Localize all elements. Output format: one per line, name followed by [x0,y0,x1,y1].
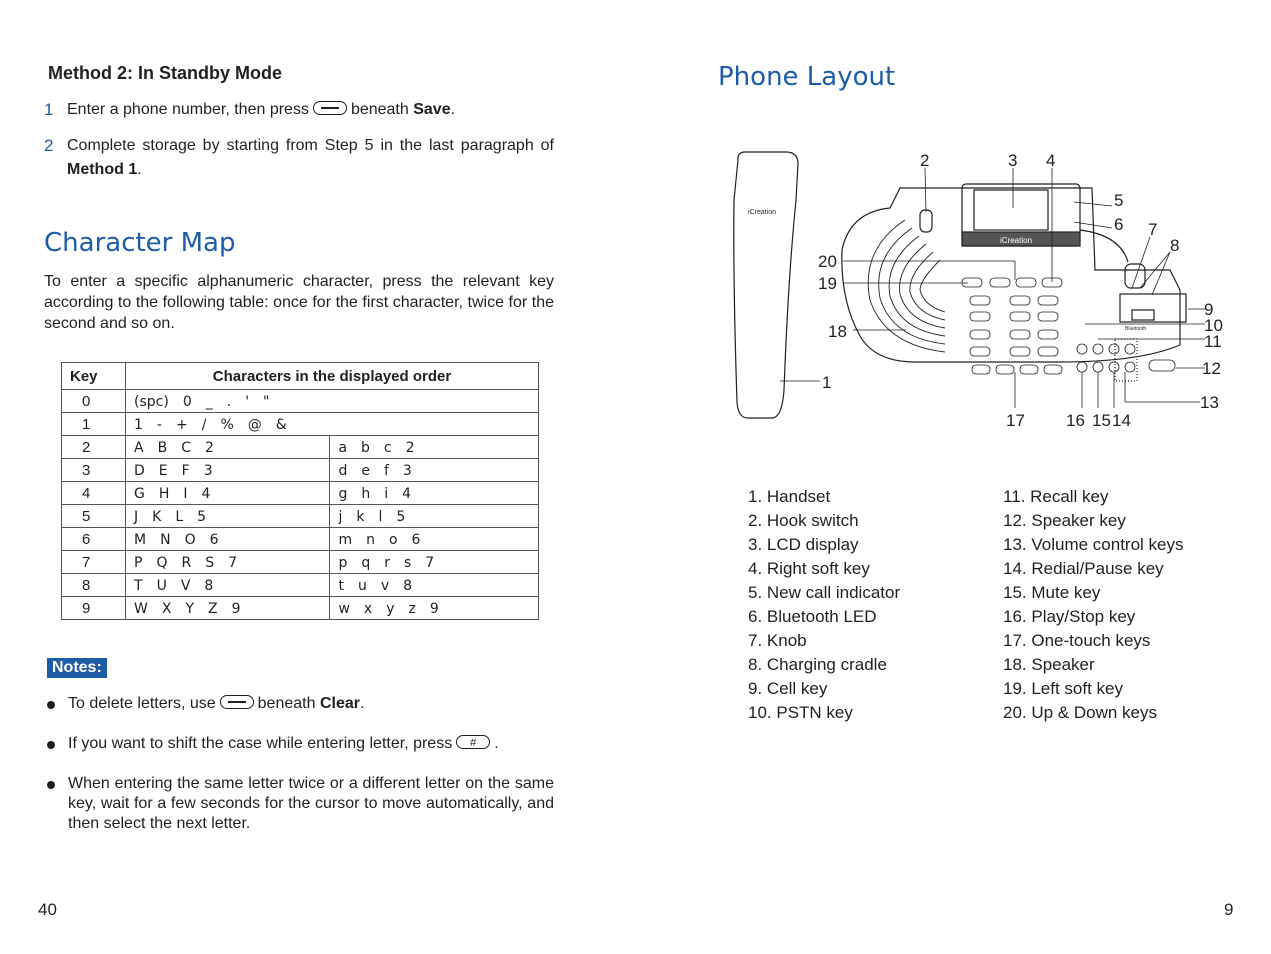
char: l [378,508,383,525]
hook-switch [920,210,932,232]
char: F [181,462,190,479]
char: w [338,600,350,617]
lower-chars-cell [330,482,539,505]
table-row [62,505,539,528]
upper-chars-cell [126,551,330,574]
phone-base [842,188,1180,362]
table-row [62,390,539,413]
legend-left [748,485,900,725]
char: Y [185,600,194,617]
upper-chars-cell [126,482,330,505]
legend-item: 13. Volume control keys [1003,535,1184,554]
char: k [356,508,365,525]
char: K [152,508,162,525]
header-characters: Characters in the displayed order [126,363,539,390]
table-row [62,551,539,574]
section-title-character-map: Character Map [44,228,236,258]
char: . [226,393,232,410]
char: 9 [231,600,241,617]
legend-item: 2. Hook switch [748,511,859,530]
note-item [47,734,554,754]
table-row [62,528,539,551]
callout-12: 12 [1202,359,1221,378]
char: g [338,485,348,502]
char: ' [245,393,250,410]
callout-11: 11 [1204,332,1222,351]
char: 2 [204,439,214,456]
char: 2 [405,439,415,456]
lower-chars-cell [330,551,539,574]
callout-20: 20 [818,252,837,271]
char: f [383,462,389,479]
callout-18: 18 [828,322,847,341]
key-cell: 0 [62,390,126,413]
method-title: Method 2: In Standby Mode [48,63,282,83]
callout-5: 5 [1114,191,1124,210]
step-text: Enter a phone number, then press [67,101,309,118]
char: 7 [228,554,238,571]
legend-item: 10. PSTN key [748,703,853,722]
bullet-icon [47,781,55,789]
char: 3 [402,462,412,479]
char: / [201,416,207,433]
callout-2: 2 [920,151,930,170]
char: c [383,439,392,456]
callout-15: 15 [1092,411,1111,430]
char: Z [208,600,218,617]
char: V [180,577,191,594]
callout-17: 17 [1006,411,1025,430]
char: b [361,439,370,456]
char: R [181,554,192,571]
char: z [408,600,416,617]
char: n [366,531,375,548]
lower-chars-cell [330,459,539,482]
legend-item: 5. New call indicator [748,583,901,602]
char: J [134,508,139,525]
note-text: beneath [257,695,316,712]
char: d [338,462,348,479]
key-cell: 9 [62,597,126,620]
char: @ [247,416,262,433]
brand-handset: iCreation [748,209,777,216]
char: q [361,554,371,571]
lower-chars-cell [330,436,539,459]
char: 8 [204,577,214,594]
char: H [158,485,170,502]
char: x [363,600,373,617]
char: S [205,554,215,571]
bullet-icon [47,701,55,709]
lower-chars-cell [330,597,539,620]
char: 9 [429,600,439,617]
charging-cradle [1120,294,1186,322]
char: y [386,600,395,617]
char: C [181,439,191,456]
note-item [47,694,554,714]
char: A [134,439,144,456]
soft-key-icon [220,695,254,709]
legend-item: 9. Cell key [748,679,828,698]
legend-item: 8. Charging cradle [748,655,887,674]
upper-chars-cell [126,597,330,620]
upper-chars-cell [126,505,330,528]
table-row [62,597,539,620]
chars-cell [126,413,539,436]
step-bold: Save [413,101,451,118]
legend-item: 16. Play/Stop key [1003,607,1136,626]
key-cell: 5 [62,505,126,528]
chars-cell [126,390,539,413]
step-text: . [137,161,142,178]
callout-9: 9 [1204,300,1214,319]
callout-19: 19 [818,274,837,293]
legend-item: 18. Speaker [1003,655,1095,674]
char: j [338,508,343,525]
callout-13: 13 [1200,393,1219,412]
step-number: 2 [44,136,54,155]
table-row [62,413,539,436]
page-number-right: 9 [1224,900,1234,919]
note-bold: Clear [319,695,360,712]
bluetooth-label: Bluetooth [1125,326,1147,332]
callout-10: 10 [1204,316,1223,335]
legend-item: 3. LCD display [748,535,859,554]
char: + [175,416,188,433]
char: 7 [425,554,435,571]
legend-item: 17. One-touch keys [1003,631,1151,650]
hash-key-icon: # [456,735,490,749]
callout-4: 4 [1046,151,1056,170]
soft-key-icon [313,101,347,115]
handset [734,152,798,418]
char: 3 [203,462,213,479]
char: i [384,485,389,502]
key-cell: 1 [62,413,126,436]
char: u [357,577,367,594]
char: Q [156,554,168,571]
char: (spc) [134,393,169,410]
lower-chars-cell [330,574,539,597]
char: W [134,600,148,617]
char: % [220,416,234,433]
legend-item: 7. Knob [748,631,807,650]
key-cell: 6 [62,528,126,551]
char: M [134,531,147,548]
note-text: To delete letters, use [68,695,216,712]
step-text: Complete storage by starting from Step 5 in the last paragraph of [67,137,554,154]
table-row [62,459,539,482]
char: B [157,439,168,456]
char: e [361,462,370,479]
char: 5 [396,508,406,525]
legend-item: 19. Left soft key [1003,679,1124,698]
char: - [156,416,162,433]
note-text: . [494,735,499,752]
step-1 [44,98,554,122]
key-cell: 8 [62,574,126,597]
char: L [175,508,184,525]
char: h [361,485,371,502]
legend-item: 11. Recall key [1003,487,1109,506]
phone-layout-diagram [700,140,1240,440]
brand-base: iCreation [1000,236,1033,245]
upper-chars-cell [126,574,330,597]
char: I [183,485,188,502]
char: G [134,485,145,502]
key-cell: 7 [62,551,126,574]
lower-chars-cell [330,528,539,551]
char: 4 [402,485,412,502]
note-item [47,774,554,834]
char: _ [205,393,213,410]
step-text: beneath [350,101,409,118]
upper-chars-cell [126,436,330,459]
page-number-left: 40 [38,900,57,919]
char: E [158,462,168,479]
callout-3: 3 [1008,151,1018,170]
key-cell: 3 [62,459,126,482]
step-bold: Method 1 [67,161,138,178]
char: U [156,577,167,594]
speaker-grille [868,220,945,352]
callout-1: 1 [822,373,832,392]
callout-14: 14 [1112,411,1131,430]
legend-item: 12. Speaker key [1003,511,1126,530]
notes-badge: Notes: [47,658,107,678]
table-row [62,436,539,459]
lcd-display [974,190,1048,230]
char: r [384,554,390,571]
char: O [184,531,196,548]
section-title-phone-layout: Phone Layout [718,62,896,92]
key-cell: 4 [62,482,126,505]
char: 5 [197,508,207,525]
legend-right [1003,485,1183,725]
char: T [134,577,143,594]
char: p [338,554,348,571]
legend-item: 6. Bluetooth LED [748,607,877,626]
callout-8: 8 [1170,236,1180,255]
char: 6 [411,531,421,548]
legend-item: 4. Right soft key [748,559,870,578]
char: & [275,416,287,433]
legend-item: 1. Handset [748,487,831,506]
char: 6 [209,531,219,548]
char: 1 [134,416,143,433]
char: v [380,577,390,594]
bullet-icon [47,741,55,749]
upper-chars-cell [126,459,330,482]
table-row [62,574,539,597]
upper-chars-cell [126,528,330,551]
callout-16: 16 [1066,411,1085,430]
character-map-intro: To enter a specific alphanumeric character, press the relevant key according to the following table: once for the first character, twice for the second and so on. [44,273,554,332]
step-number: 1 [44,100,54,119]
note-text: . [359,695,365,712]
callout-7: 7 [1148,220,1158,239]
step-2 [44,134,554,182]
legend-item: 14. Redial/Pause key [1003,559,1164,578]
char: D [134,462,145,479]
callout-6: 6 [1114,215,1124,234]
char: 0 [182,393,192,410]
char: " [263,393,270,410]
table-row [62,482,539,505]
char: 4 [201,485,211,502]
lower-chars-cell [330,505,539,528]
note-text: When entering the same letter twice or a different letter on the same key, wait for a few seconds for the cursor to move automatically, and then select the next letter. [68,775,554,832]
char: o [388,531,398,548]
char: 8 [403,577,413,594]
character-map-table [61,362,539,620]
header-key: Key [62,363,126,390]
step-text: . [450,101,456,118]
char: s [403,554,412,571]
note-text: If you want to shift the case while entering letter, press [68,735,453,752]
char: N [160,531,171,548]
keypad [962,278,1062,374]
char: m [338,531,353,548]
char: P [134,554,143,571]
char: X [161,600,172,617]
char: t [338,577,344,594]
key-cell: 2 [62,436,126,459]
char: a [338,439,348,456]
legend-item: 20. Up & Down keys [1003,703,1158,722]
legend-item: 15. Mute key [1003,583,1101,602]
